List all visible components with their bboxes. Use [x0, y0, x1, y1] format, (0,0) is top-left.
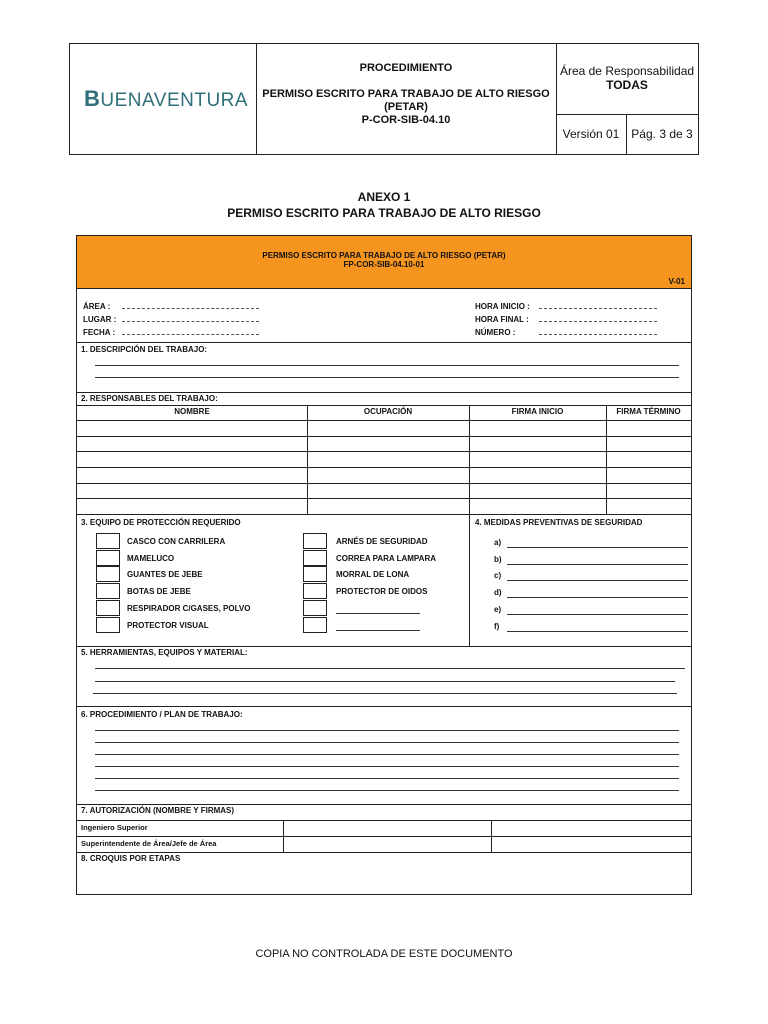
- checkbox-protector-visual[interactable]: [96, 617, 120, 633]
- col-firma-termino: FIRMA TÉRMINO: [616, 407, 681, 416]
- section-3-title: 3. EQUIPO DE PROTECCIÓN REQUERIDO: [81, 518, 241, 527]
- divider: [77, 804, 691, 805]
- description-line-1[interactable]: [95, 365, 679, 366]
- divider: [77, 706, 691, 707]
- checkbox-respirador[interactable]: [96, 600, 120, 616]
- doc-code: P-COR-SIB-04.10: [361, 114, 451, 126]
- checkbox-other-1[interactable]: [303, 600, 327, 616]
- divider: [77, 405, 691, 406]
- field-numero-input[interactable]: [539, 334, 657, 335]
- doc-acronym: (PETAR): [384, 101, 428, 113]
- field-fecha-input[interactable]: [122, 334, 259, 335]
- auth-ingeniero-name[interactable]: [284, 821, 490, 836]
- plan-line-2[interactable]: [95, 742, 679, 743]
- responsibility-cell: [556, 44, 698, 115]
- area-label: Área de Responsabilidad: [559, 64, 695, 78]
- section-8-title: 8. CROQUIS POR ETAPAS: [81, 854, 181, 863]
- banner-code: FP-COR-SIB-04.10-01: [343, 260, 425, 269]
- banner-title: PERMISO ESCRITO PARA TRABAJO DE ALTO RIESGO (PETAR): [262, 251, 506, 260]
- epp-other-1-input[interactable]: [336, 613, 420, 614]
- field-lugar-label: LUGAR :: [83, 315, 117, 324]
- row-line: [77, 436, 691, 437]
- area-value: TODAS: [606, 78, 648, 92]
- divider: [77, 342, 691, 343]
- col-ocupacion: OCUPACIÓN: [363, 407, 413, 416]
- plan-line-6[interactable]: [95, 790, 679, 791]
- epp-botas: BOTAS DE JEBE: [127, 587, 191, 596]
- section-4-title: 4. MEDIDAS PREVENTIVAS DE SEGURIDAD: [475, 518, 643, 527]
- document-header: [69, 43, 699, 155]
- doc-title: PERMISO ESCRITO PARA TRABAJO DE ALTO RIESGO: [262, 88, 550, 100]
- tools-line-1[interactable]: [95, 668, 685, 669]
- measure-b-label: b): [494, 555, 502, 564]
- epp-guantes: GUANTES DE JEBE: [127, 570, 203, 579]
- field-hora-final-input[interactable]: [539, 321, 657, 322]
- checkbox-other-2[interactable]: [303, 617, 327, 633]
- row-line: [77, 451, 691, 452]
- row-line: [77, 467, 691, 468]
- epp-morral: MORRAL DE LONA: [336, 570, 410, 579]
- col-line: [307, 405, 308, 514]
- measure-e-label: e): [494, 605, 502, 614]
- banner-version: V-01: [668, 277, 685, 286]
- checkbox-botas[interactable]: [96, 583, 120, 599]
- epp-arnes: ARNÉS DE SEGURIDAD: [336, 537, 428, 546]
- epp-mameluco: MAMELUCO: [127, 554, 175, 563]
- plan-line-4[interactable]: [95, 766, 679, 767]
- tools-line-3[interactable]: [93, 693, 677, 694]
- field-area-input[interactable]: [122, 308, 259, 309]
- divider: [77, 852, 691, 853]
- col-line: [606, 405, 607, 514]
- checkbox-mameluco[interactable]: [96, 550, 120, 566]
- epp-protector-oidos: PROTECTOR DE OIDOS: [336, 587, 428, 596]
- annex-title: ANEXO 1: [357, 190, 411, 204]
- field-numero-label: NÚMERO :: [475, 328, 516, 337]
- measure-c-input[interactable]: [507, 580, 688, 581]
- measure-e-input[interactable]: [507, 614, 688, 615]
- divider: [77, 514, 691, 515]
- section-6-title: 6. PROCEDIMIENTO / PLAN DE TRABAJO:: [81, 710, 243, 719]
- plan-line-3[interactable]: [95, 754, 679, 755]
- auth-superintendente-signature[interactable]: [492, 837, 690, 852]
- checkbox-morral[interactable]: [303, 566, 327, 582]
- footer-note: COPIA NO CONTROLADA DE ESTE DOCUMENTO: [255, 948, 513, 960]
- description-line-2[interactable]: [95, 377, 679, 378]
- plan-line-5[interactable]: [95, 778, 679, 779]
- tools-line-2[interactable]: [95, 681, 675, 682]
- company-logo: BUENAVENTURA: [84, 86, 249, 111]
- auth-ingeniero-signature[interactable]: [492, 821, 690, 836]
- field-hora-inicio-input[interactable]: [539, 308, 657, 309]
- row-line: [77, 498, 691, 499]
- measure-d-input[interactable]: [507, 597, 688, 598]
- doc-type: PROCEDIMIENTO: [359, 62, 453, 74]
- col-line: [469, 514, 470, 646]
- measure-d-label: d): [494, 588, 502, 597]
- epp-protector-visual: PROTECTOR VISUAL: [127, 621, 209, 630]
- measure-f-input[interactable]: [507, 631, 688, 632]
- page-cell: Pág. 3 de 3: [631, 127, 693, 141]
- row-line: [77, 420, 691, 421]
- section-2-title: 2. RESPONSABLES DEL TRABAJO:: [81, 394, 218, 403]
- checkbox-protector-oidos[interactable]: [303, 583, 327, 599]
- field-lugar-input[interactable]: [122, 321, 259, 322]
- field-area-label: ÁREA :: [83, 302, 111, 311]
- epp-correa: CORREA PARA LAMPARA: [336, 554, 436, 563]
- logo-cell: [70, 44, 257, 154]
- col-nombre: NOMBRE: [174, 407, 210, 416]
- epp-respirador: RESPIRADOR C/GASES, POLVO: [127, 604, 251, 613]
- petar-form: [76, 235, 692, 895]
- col-line: [469, 405, 470, 514]
- divider: [77, 646, 691, 647]
- annex-subtitle: PERMISO ESCRITO PARA TRABAJO DE ALTO RIESGO: [227, 206, 541, 220]
- version-cell: Versión 01: [556, 114, 627, 154]
- checkbox-correa[interactable]: [303, 550, 327, 566]
- checkbox-arnes[interactable]: [303, 533, 327, 549]
- field-hora-inicio-label: HORA INICIO :: [475, 302, 530, 311]
- section-1-title: 1. DESCRIPCIÓN DEL TRABAJO:: [81, 345, 208, 354]
- field-fecha-label: FECHA :: [83, 328, 116, 337]
- checkbox-guantes[interactable]: [96, 566, 120, 582]
- auth-superintendente-name[interactable]: [284, 837, 490, 852]
- measure-f-label: f): [494, 622, 500, 631]
- epp-casco: CASCO CON CARRILERA: [127, 537, 226, 546]
- measure-a-input[interactable]: [507, 547, 688, 548]
- auth-ingeniero-label: Ingeniero Superior: [81, 823, 148, 832]
- title-cell: [256, 44, 557, 154]
- form-banner: [77, 236, 691, 289]
- measure-a-label: a): [494, 538, 502, 547]
- measure-b-input[interactable]: [507, 564, 688, 565]
- measure-c-label: c): [494, 571, 502, 580]
- field-hora-final-label: HORA FINAL :: [475, 315, 529, 324]
- plan-line-1[interactable]: [95, 730, 679, 731]
- auth-superintendente-label: Superintendente de Área/Jefe de Área: [81, 839, 217, 848]
- section-5-title: 5. HERRAMIENTAS, EQUIPOS Y MATERIAL:: [81, 648, 248, 657]
- divider: [77, 392, 691, 393]
- checkbox-casco[interactable]: [96, 533, 120, 549]
- row-line: [77, 483, 691, 484]
- epp-other-2-input[interactable]: [336, 630, 420, 631]
- col-firma-inicio: FIRMA INICIO: [511, 407, 564, 416]
- section-7-title: 7. AUTORIZACIÓN (NOMBRE Y FIRMAS): [81, 806, 235, 815]
